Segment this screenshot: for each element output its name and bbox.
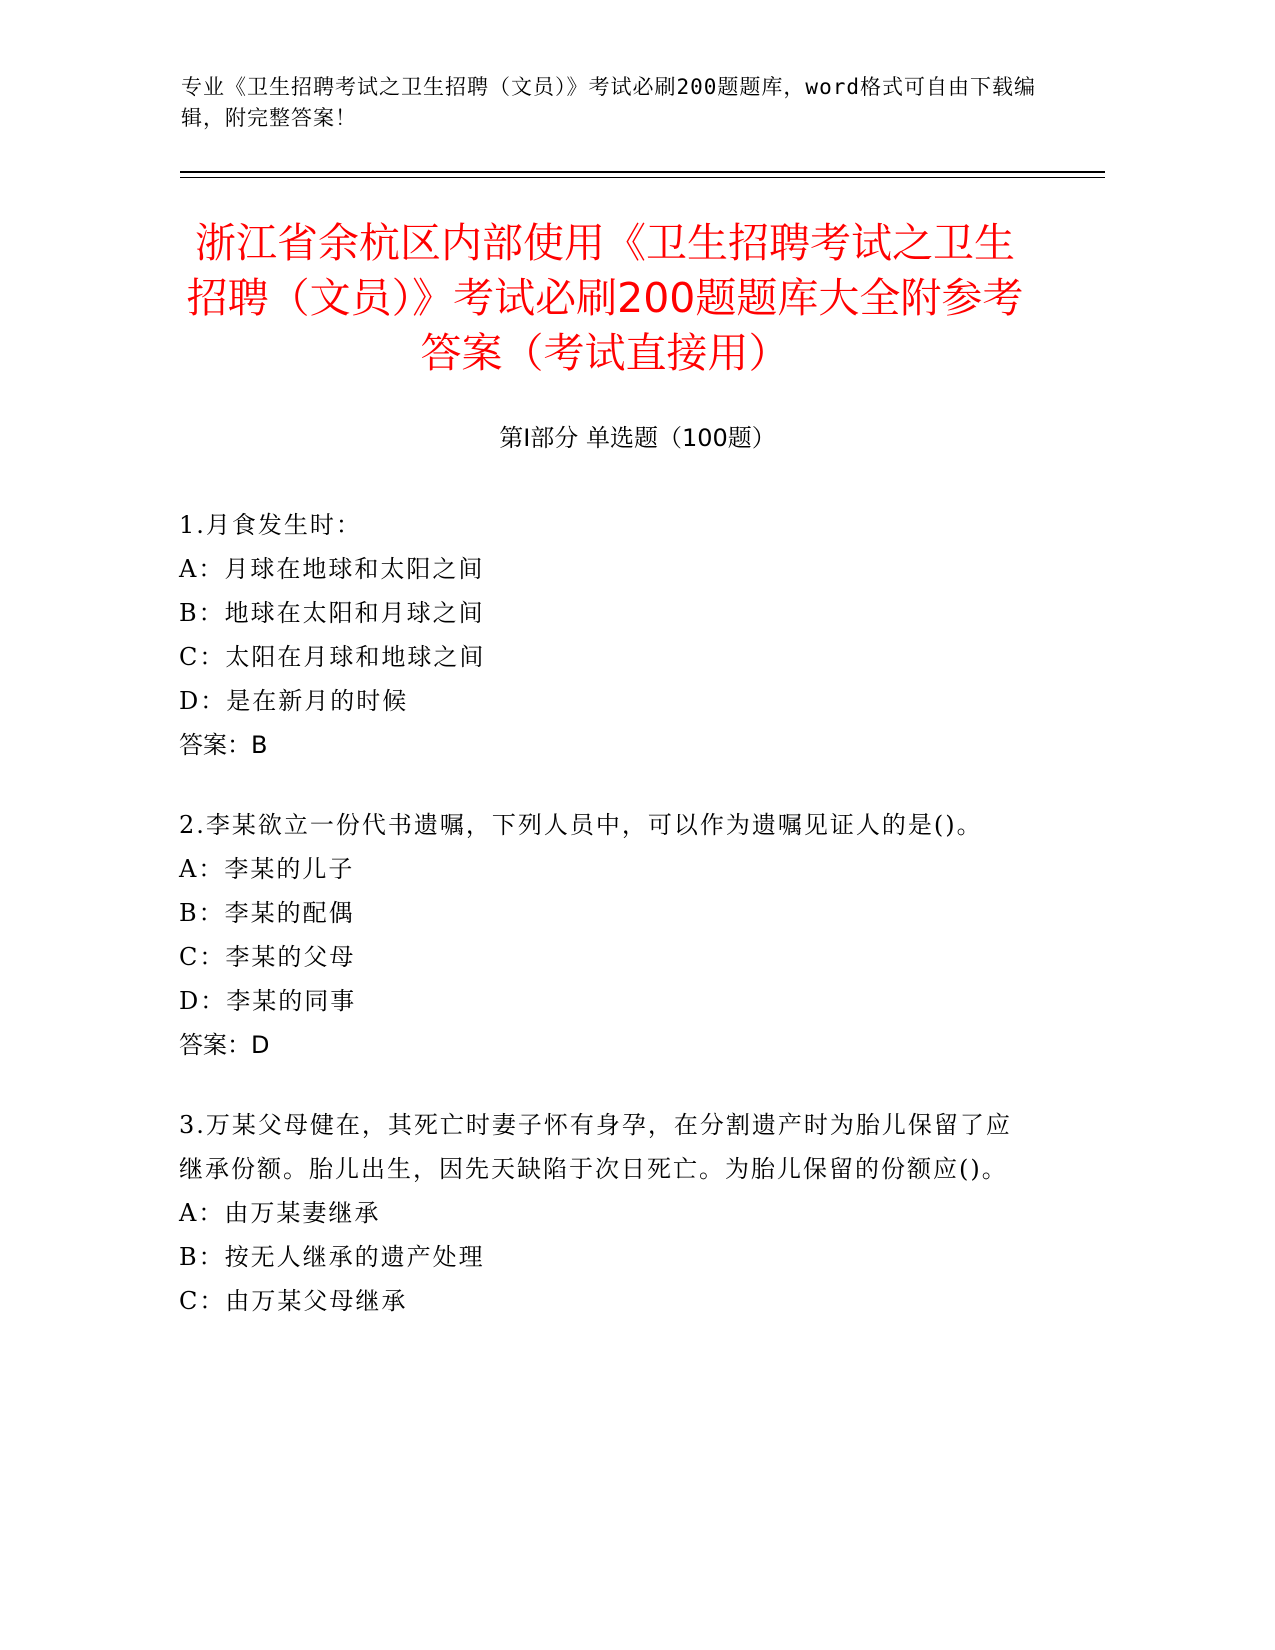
section-heading: 第Ⅰ部分 单选题（100题）: [499, 424, 776, 452]
question-1: [179, 503, 1019, 767]
document-title: 浙江省余杭区内部使用《卫生招聘考试之卫生招聘（文员）》考试必刷200题题库大全附参考答案（考试直接用）: [186, 219, 1024, 377]
option-b: B：李某的配偶: [179, 899, 355, 927]
answer: 答案：B: [179, 731, 268, 759]
option-c: C：由万某父母继承: [179, 1287, 408, 1315]
option-d: D：是在新月的时候: [179, 687, 409, 715]
option-a: A：李某的儿子: [179, 855, 355, 883]
header-divider-thin: [180, 177, 1105, 178]
option-c: C：李某的父母: [179, 943, 356, 971]
question-list: [179, 503, 1019, 1359]
header-note: 专业《卫生招聘考试之卫生招聘（文员）》考试必刷200题题库，word格式可自由下载编辑，附完整答案！: [181, 75, 1036, 130]
question-3: [179, 1103, 1019, 1323]
option-b: B：地球在太阳和月球之间: [179, 599, 485, 627]
option-b: B：按无人继承的遗产处理: [179, 1243, 485, 1271]
option-d: D：李某的同事: [179, 987, 357, 1015]
option-a: A：由万某妻继承: [179, 1199, 381, 1227]
option-a: A：月球在地球和太阳之间: [179, 555, 485, 583]
question-stem: 3.万某父母健在，其死亡时妻子怀有身孕，在分割遗产时为胎儿保留了应继承份额。胎儿出生，因先天缺陷于次日死亡。为胎儿保留的份额应()。: [179, 1111, 1012, 1183]
question-stem: 1.月食发生时：: [179, 511, 362, 539]
question-stem: 2.李某欲立一份代书遗嘱，下列人员中，可以作为遗嘱见证人的是()。: [179, 811, 983, 839]
option-c: C：太阳在月球和地球之间: [179, 643, 486, 671]
question-2: [179, 803, 1019, 1067]
header-divider-thick: [180, 171, 1105, 173]
answer: 答案：D: [179, 1031, 270, 1059]
